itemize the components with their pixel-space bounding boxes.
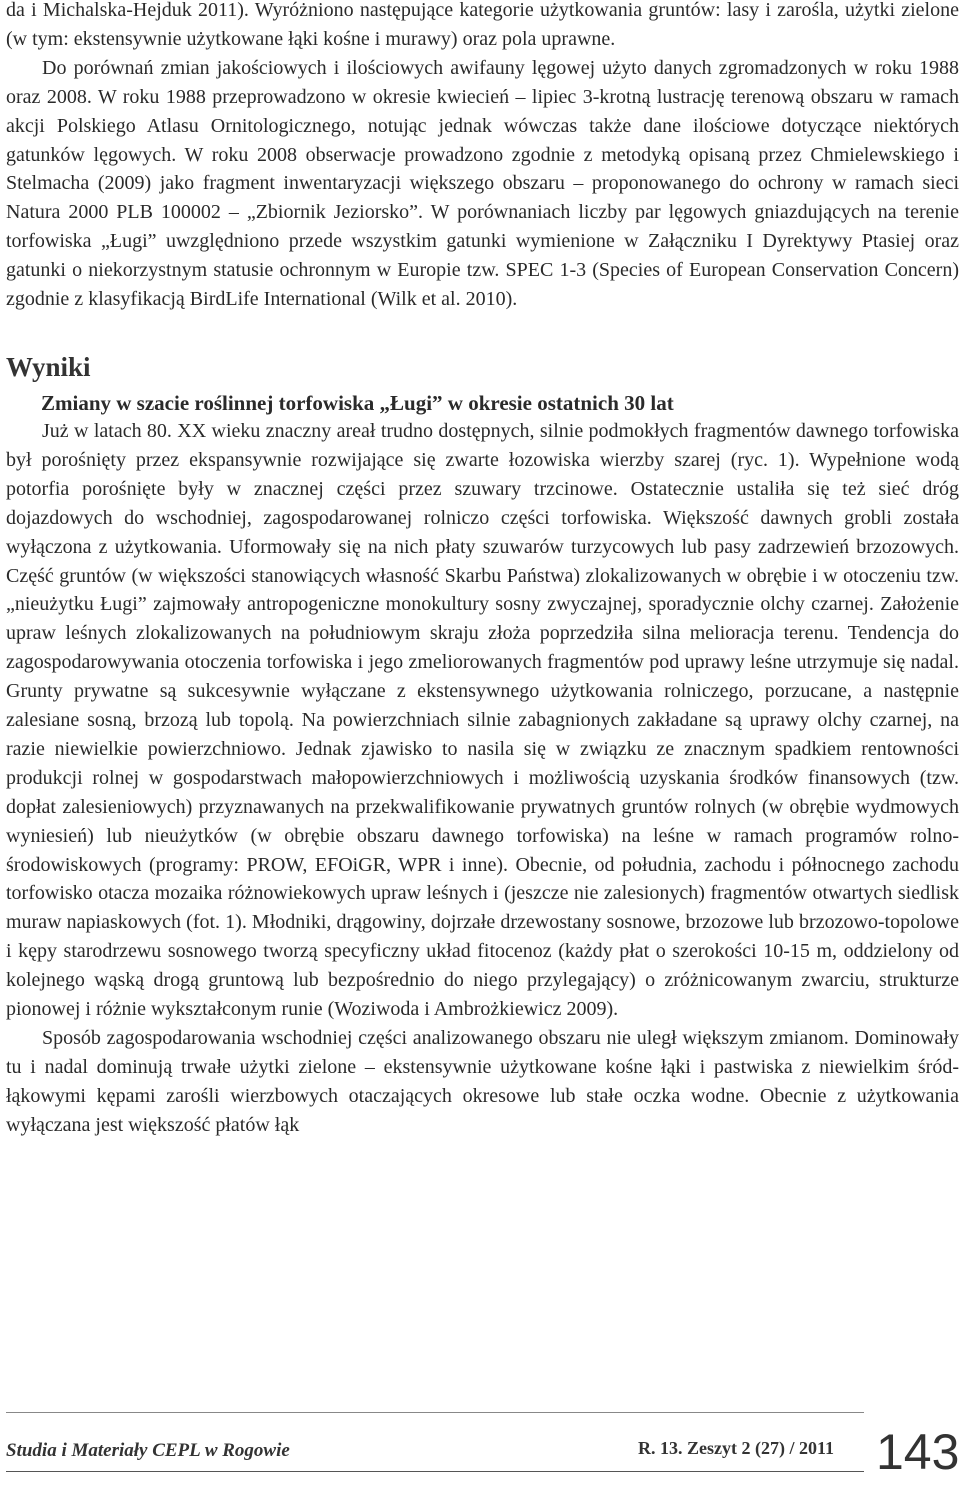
footer-journal-title: Studia i Materiały CEPL w Rogowie bbox=[6, 1440, 290, 1461]
footer-divider bbox=[6, 1471, 864, 1472]
paragraph-intro-1: da i Michalska-Hejduk 2011). Wyróżniono następujące kategorie użytkowania gruntów: lasy i zarośla, użytki zielone (w tym: ekstensywnie użytkowane łąki kośne i murawy) oraz pola uprawne. bbox=[6, 0, 959, 50]
paragraph-results-2: Sposób zagospodarowania wschodniej części analizowanego obszaru nie uległ większym zmianom. Dominowały tu i nadal dominują trwałe użytki zielone – ekstensywnie użytkowane kośne łąki i pastwiska z niewielkim śród-łąkowymi kępami zarośli wierzbowych otaczających okresowe lub stałe oczka wodne. Obecnie z użytkowania wyłączana jest większość płatów łąk bbox=[6, 1027, 959, 1136]
page-number: 143 bbox=[876, 1424, 960, 1480]
section-heading: Wyniki bbox=[6, 351, 91, 382]
footer-issue: R. 13. Zeszyt 2 (27) / 2011 bbox=[638, 1438, 834, 1458]
paragraph-intro-2: Do porównań zmian jakościowych i ilościowych awifauny lęgowej użyto danych zgromadzonych w roku 1988 oraz 2008. W roku 1988 przeprowadzono w okresie kwiecień – lipiec 3-krotną lustrację terenową obszaru w ramach akcji Polskiego Atlasu Ornitologicznego, notując jednak wówczas także dane ilościowe dotyczące niektórych gatunków lęgowych. W roku 2008 obserwacje prowadzono zgodnie z metodyką opisaną przez Chmielewskiego i Stelmacha (2009) jako fragment inwentaryzacji większego obszaru – proponowanego do ochrony w ramach sieci Natura 2000 PLB 100002 – „Zbiornik Jeziorsko”. W porównaniach liczby par lęgowych gniazdujących na terenie torfowiska „Ługi” uwzględniono przede wszystkim gatunki wymienione w Załączniku I Dyrektywy Ptasiej oraz gatunki o niekorzystnym statusie ochronnym w Europie tzw. SPEC 1-3 (Species of European Conservation Concern) zgodnie z klasyfikacją BirdLife International (Wilk et al. 2010). bbox=[6, 56, 959, 311]
footer-top-divider bbox=[6, 1412, 864, 1413]
subsection-heading: Zmiany w szacie roślinnej torfowiska „Ługi” w okresie ostatnich 30 lat bbox=[41, 390, 674, 415]
page-footer bbox=[6, 1420, 959, 1480]
page-body bbox=[6, 0, 959, 1140]
paragraph-results-1: Już w latach 80. XX wieku znaczny areał trudno dostępnych, silnie podmokłych fragmentów dawnego torfowiska był porośnięty przez ekspansywnie rozwijające się zwarte łozowiska wierzby szarej (ryc. 1). Wypełnione wodą potorfia porośnięte były w znacznej części przez szuwary trzcinowe. Ostatecznie ustaliła się też sieć dróg dojazdowych do wschodniej, zagospodarowanej rolniczo części torfowiska. Większość dawnych grobli została wyłączona z użytkowania. Uformowały się na nich płaty szuwarów turzycowych lub pasy zadrzewień brzozowych. Część gruntów (w większości stanowiących własność Skarbu Państwa) zlokalizowanych w obrębie i w otoczeniu tzw. „nieużytku Ługi” zajmowały antropogeniczne monokultury sosny zwyczajnej, sporadycznie olchy czarnej. Założenie upraw leśnych zlokalizowanych na południowym skraju złoża poprzedziła silna melioracja terenu. Tendencja do zagospodarowywania otoczenia torfowiska i jego zmeliorowanych fragmentów pod uprawy leśne utrzymuje się nadal. Grunty prywatne są sukcesywnie wyłączane z ekstensywnego użytkowania rolniczego, porzucane, a następnie zalesiane sosną, brzozą lub topolą. Na powierzchniach silnie zabagnionych zakładane są uprawy olchy czarnej, na razie niewielkie powierzchniowo. Jednak zjawisko to nasila się w związku ze znacznym spadkiem rentowności produkcji rolnej w gospodarstwach małopowierzchniowych i możliwością uzyskania środków finansowych (tzw. dopłat zalesieniowych) przyznawanych na przekwalifikowanie prywatnych gruntów rolnych (w obrębie wydmowych wyniesień) lub nieużytków (w obrębie obszaru dawnego torfowiska) na leśne w ramach programów rolno-środowiskowych (programy: PROW, EFOiGR, WPR i inne). Obecnie, od południa, zachodu i północnego zachodu torfowisko otacza mozaika różnowiekowych upraw leśnych i (jeszcze nie zalesionych) fragmentów otwartych siedlisk muraw napiaskowych (fot. 1). Młodniki, drągowiny, dojrzałe drzewostany sosnowe, brzozowe lub brzozowo-topolowe i kępy starodrzewu sosnowego tworzą specyficzny układ fitocenoz (każdy płat o szerokości 10-15 m, oddzielony od kolejnego wąską drogą gruntową lub bezpośrednio do niego przylegający) o zróżnicowanym zwarciu, strukturze pionowej i różnie wykształconym runie (Woziwoda i Ambrożkiewicz 2009). bbox=[6, 419, 959, 1021]
